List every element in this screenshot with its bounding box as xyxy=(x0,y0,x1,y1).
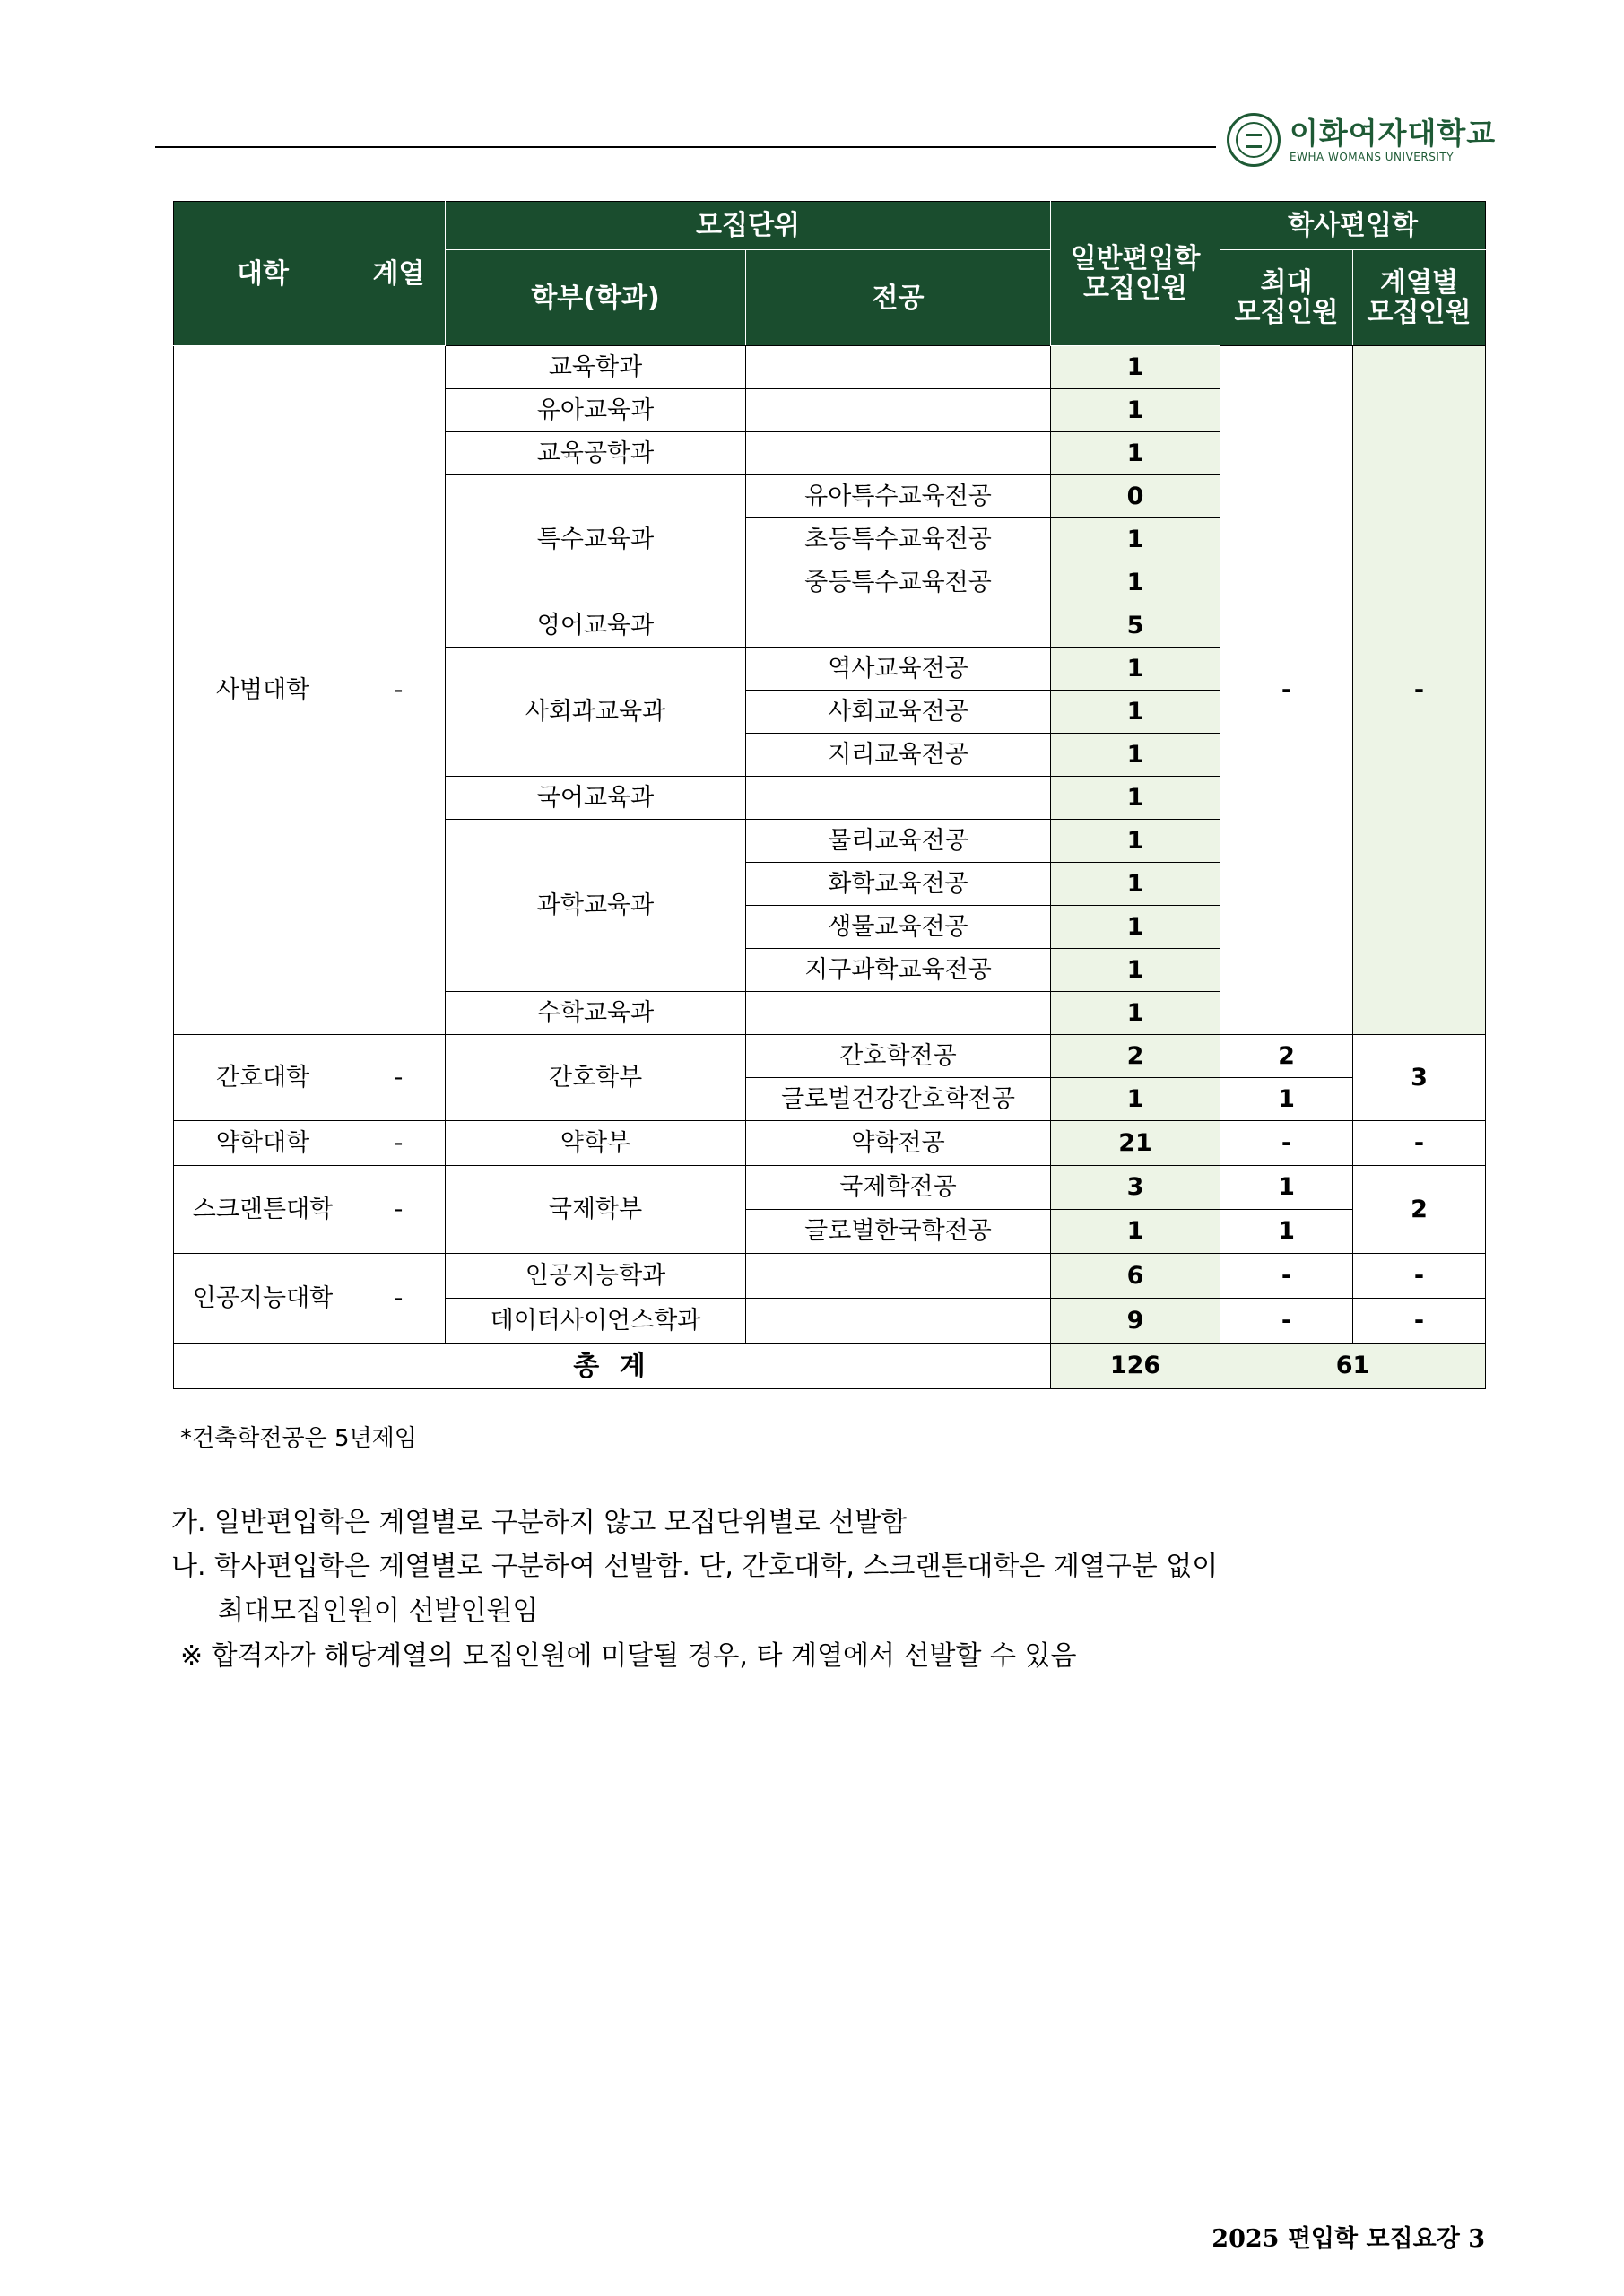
header-max: 최대 모집인원 xyxy=(1220,250,1353,346)
general-count: 1 xyxy=(1051,1210,1220,1254)
table-row xyxy=(174,346,1486,389)
total-general: 126 xyxy=(1051,1344,1220,1389)
college-cell: 사범대학 xyxy=(174,346,352,1035)
max-count: - xyxy=(1220,1254,1353,1299)
paragraph-na: 나. 학사편입학은 계열별로 구분하여 선발함. 단, 간호대학, 스크랜튼대학은 계열구분 없이 xyxy=(171,1551,1219,1582)
max-count: 1 xyxy=(1220,1078,1353,1121)
dept-cell: 영어교육과 xyxy=(446,604,746,648)
general-count: 1 xyxy=(1051,820,1220,863)
general-count: 1 xyxy=(1051,1078,1220,1121)
general-count: 1 xyxy=(1051,777,1220,820)
header-dept: 학부(학과) xyxy=(446,250,746,346)
major-cell xyxy=(746,432,1051,475)
major-cell xyxy=(746,389,1051,432)
max-count: 2 xyxy=(1220,1035,1353,1078)
general-count: 1 xyxy=(1051,734,1220,777)
dept-cell: 약학부 xyxy=(446,1121,746,1166)
dept-cell: 수학교육과 xyxy=(446,992,746,1035)
header-unit: 모집단위 xyxy=(446,202,1051,250)
series-cell: - xyxy=(352,1166,446,1254)
paragraph-ga: 가. 일반편입학은 계열별로 구분하지 않고 모집단위별로 선발함 xyxy=(171,1507,908,1538)
general-count: 1 xyxy=(1051,432,1220,475)
table-row xyxy=(174,1166,1486,1210)
recruitment-table xyxy=(173,201,1486,1389)
total-bachelor: 61 xyxy=(1220,1344,1486,1389)
general-count: 1 xyxy=(1051,691,1220,734)
major-cell: 국제학전공 xyxy=(746,1166,1051,1210)
dept-cell: 인공지능학과 xyxy=(446,1254,746,1299)
dept-cell: 교육학과 xyxy=(446,346,746,389)
major-cell xyxy=(746,992,1051,1035)
general-count: 0 xyxy=(1051,475,1220,518)
header-rule xyxy=(155,146,1216,148)
major-cell xyxy=(746,346,1051,389)
table-row xyxy=(174,1254,1486,1299)
dept-cell: 과학교육과 xyxy=(446,820,746,992)
university-logo xyxy=(1227,113,1496,167)
college-cell: 스크랜튼대학 xyxy=(174,1166,352,1254)
dept-cell: 교육공학과 xyxy=(446,432,746,475)
byseries-count: - xyxy=(1353,1254,1486,1299)
max-count: - xyxy=(1220,1121,1353,1166)
general-count: 21 xyxy=(1051,1121,1220,1166)
max-count: - xyxy=(1220,1299,1353,1344)
major-cell: 글로벌건강간호학전공 xyxy=(746,1078,1051,1121)
general-count: 1 xyxy=(1051,389,1220,432)
dept-cell: 유아교육과 xyxy=(446,389,746,432)
byseries-count: - xyxy=(1353,346,1486,1035)
college-cell: 인공지능대학 xyxy=(174,1254,352,1344)
max-count: - xyxy=(1220,346,1353,1035)
paragraph-na-continued: 최대모집인원이 선발인원임 xyxy=(218,1596,539,1627)
general-count: 6 xyxy=(1051,1254,1220,1299)
general-count: 1 xyxy=(1051,992,1220,1035)
max-count: 1 xyxy=(1220,1166,1353,1210)
byseries-count: - xyxy=(1353,1121,1486,1166)
major-cell: 초등특수교육전공 xyxy=(746,518,1051,561)
dept-cell: 국제학부 xyxy=(446,1166,746,1254)
header-byseries: 계열별 모집인원 xyxy=(1353,250,1486,346)
logo-korean: 이화여자대학교 xyxy=(1290,115,1497,151)
college-cell: 간호대학 xyxy=(174,1035,352,1121)
major-cell: 글로벌한국학전공 xyxy=(746,1210,1051,1254)
major-cell: 사회교육전공 xyxy=(746,691,1051,734)
series-cell: - xyxy=(352,1035,446,1121)
general-count: 1 xyxy=(1051,863,1220,906)
table-row xyxy=(174,1121,1486,1166)
byseries-count: 3 xyxy=(1353,1035,1486,1121)
general-count: 1 xyxy=(1051,949,1220,992)
major-cell: 약학전공 xyxy=(746,1121,1051,1166)
general-count: 1 xyxy=(1051,518,1220,561)
general-count: 2 xyxy=(1051,1035,1220,1078)
major-cell: 지구과학교육전공 xyxy=(746,949,1051,992)
major-cell: 역사교육전공 xyxy=(746,648,1051,691)
header-series: 계열 xyxy=(352,202,446,346)
major-cell xyxy=(746,1254,1051,1299)
series-cell: - xyxy=(352,1254,446,1344)
major-cell: 중등특수교육전공 xyxy=(746,561,1051,604)
byseries-count: - xyxy=(1353,1299,1486,1344)
general-count: 9 xyxy=(1051,1299,1220,1344)
major-cell xyxy=(746,604,1051,648)
college-cell: 약학대학 xyxy=(174,1121,352,1166)
general-count: 1 xyxy=(1051,561,1220,604)
header-general: 일반편입학 모집인원 xyxy=(1051,202,1220,346)
dept-cell: 사회과교육과 xyxy=(446,648,746,777)
header-college: 대학 xyxy=(174,202,352,346)
general-count: 1 xyxy=(1051,906,1220,949)
general-count: 1 xyxy=(1051,346,1220,389)
series-cell: - xyxy=(352,1121,446,1166)
dept-cell: 데이터사이언스학과 xyxy=(446,1299,746,1344)
table-footnote: *건축학전공은 5년제임 xyxy=(180,1425,417,1452)
general-count: 5 xyxy=(1051,604,1220,648)
general-count: 1 xyxy=(1051,648,1220,691)
total-label: 총 계 xyxy=(174,1344,1051,1389)
logo-english: EWHA WOMANS UNIVERSITY xyxy=(1290,150,1455,163)
byseries-count: 2 xyxy=(1353,1166,1486,1254)
table-row xyxy=(174,1035,1486,1078)
total-row xyxy=(174,1344,1486,1389)
major-cell: 지리교육전공 xyxy=(746,734,1051,777)
major-cell xyxy=(746,777,1051,820)
paragraph-reference-note: ※ 합격자가 해당계열의 모집인원에 미달될 경우, 타 계열에서 선발할 수 있음 xyxy=(180,1640,1077,1672)
header-bachelor: 학사편입학 xyxy=(1220,202,1486,250)
series-cell: - xyxy=(352,346,446,1035)
major-cell xyxy=(746,1299,1051,1344)
major-cell: 생물교육전공 xyxy=(746,906,1051,949)
general-count: 3 xyxy=(1051,1166,1220,1210)
max-count: 1 xyxy=(1220,1210,1353,1254)
header-major: 전공 xyxy=(746,250,1051,346)
major-cell: 화학교육전공 xyxy=(746,863,1051,906)
major-cell: 간호학전공 xyxy=(746,1035,1051,1078)
dept-cell: 특수교육과 xyxy=(446,475,746,604)
page-footer: 2025 편입학 모집요강 3 xyxy=(1211,2225,1485,2253)
dept-cell: 간호학부 xyxy=(446,1035,746,1121)
major-cell: 물리교육전공 xyxy=(746,820,1051,863)
university-seal-icon xyxy=(1227,113,1281,167)
major-cell: 유아특수교육전공 xyxy=(746,475,1051,518)
dept-cell: 국어교육과 xyxy=(446,777,746,820)
